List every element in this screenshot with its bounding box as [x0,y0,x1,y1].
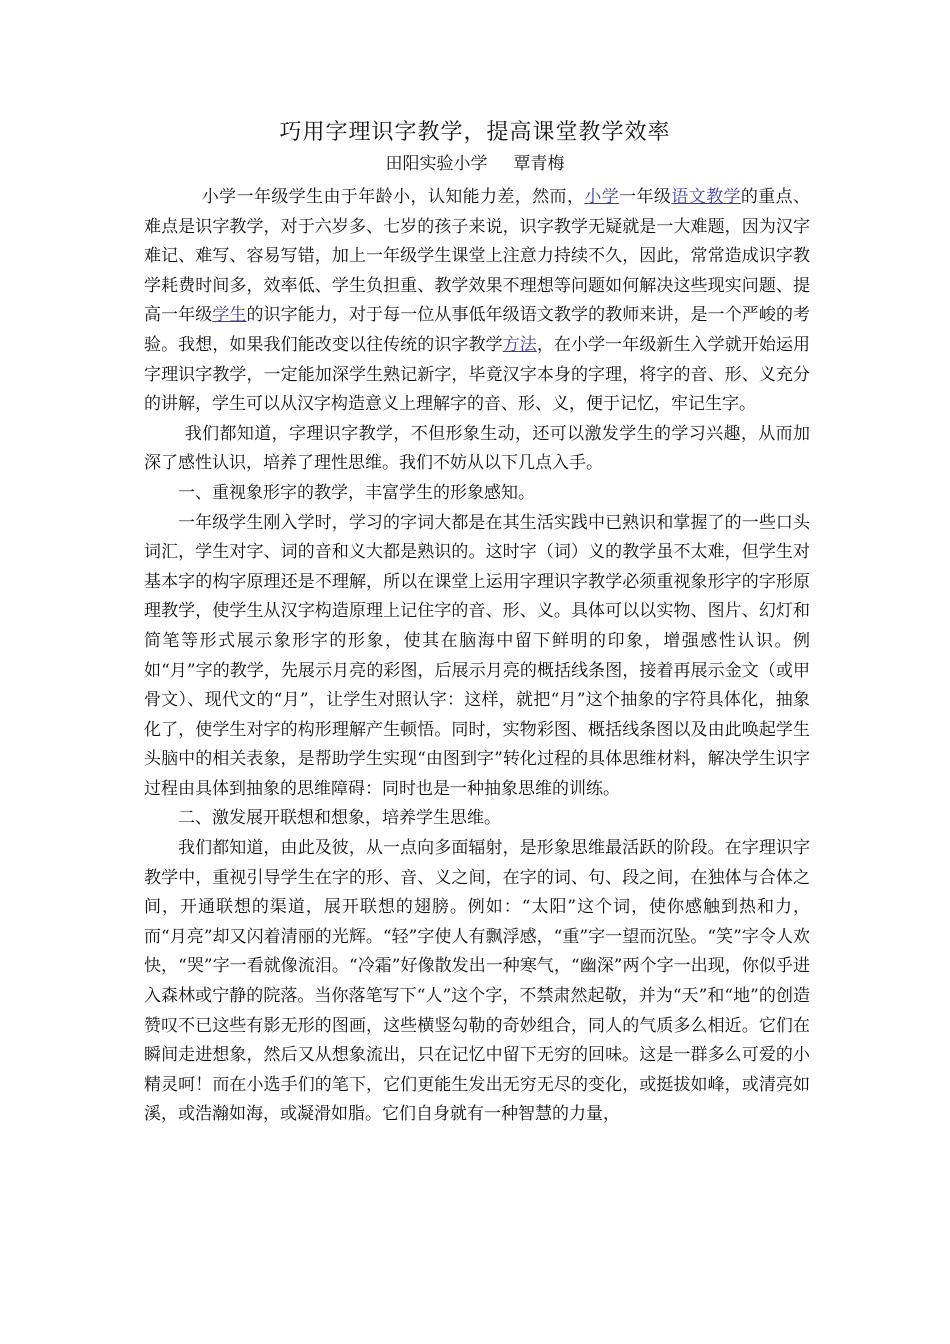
intro-text-a: 小学一年级学生由于年龄小，认知能力差，然而， [201,187,585,207]
page-title: 巧用字理识字教学，提高课堂教学效率 [279,120,671,145]
article-body [144,183,810,1130]
author-line [0,152,950,176]
link-xiaoxue[interactable]: 小学 [584,187,620,207]
paragraph-3: 一年级学生刚入学时，学习的字词大都是在其生活实践中已熟识和掌握了的一些口头词汇，学生对字、词的音和义大都是熟识的。这时字（词）义的教学虽不太难，但学生对基本字的构字原理还是不理解，所以在课堂上运用字理识字教学必须重视象形字的字形原理教学，使学生从汉字构造原理上记住字的音、形、义。具体可以以实物、图片、幻灯和简笔等形式展示象形字的形象，使其在脑海中留下鲜明的印象，增强感性认识。例如“月”字的教学，先展示月亮的彩图，后展示月亮的概括线条图，接着再展示金文（或甲骨文）、现代文的“月”，让学生对照认字：这样，就把“月”这个抽象的字符具体化，抽象化了，使学生对字的构形理解产生顿悟。同时，实物彩图、概括线条图以及由此唤起学生头脑中的相关表象，是帮助学生实现“由图到字”转化过程的具体思维材料，解决学生识字过程由具体到抽象的思维障碍：同时也是一种抽象思维的训练。 [144,512,810,799]
paragraph-4: 我们都知道，由此及彼，从一点向多面辐射，是形象思维最活跃的阶段。在字理识字教学中，重视引导学生在字的形、音、义之间，在字的词、句、段之间，在独体与合体之间，开通联想的渠道，展开联想的翅膀。例如：“太阳”这个词，使你感触到热和力，而“月亮”却又闪着清丽的光辉。“轻”字使人有飘浮感，“重”字一望而沉坠。“笑”字令人欢快，“哭”字一看就像流泪。“冷霜”好像散发出一种寒气，“幽深”两个字一出现，你似乎进入森林或宁静的院落。当你落笔写下“人”这个字，不禁肃然起敬，并为“天”和“地”的创造赞叹不已这些有影无形的图画，这些横竖勾勒的奇妙组合，同人的气质多么相近。它们在瞬间走进想象，然后又从想象流出，只在记忆中留下无穷的回味。这是一群多么可爱的小精灵呵！而在小选手们的笔下，它们更能生发出无穷无尽的变化，或挺拔如峰，或清亮如溪，或浩瀚如海，或凝滑如脂。它们自身就有一种智慧的力量， [144,838,810,1125]
link-fangfa[interactable]: 方法 [502,334,537,355]
intro-text-d: 的识字能力，对于每一位从事低年级语文教学的教师来讲，是一个严峻的考验。我想，如果我们能改变以往传统的识字教学 [144,305,811,355]
link-xuesheng[interactable]: 学生 [212,305,247,326]
intro-text-e: ，在小学一年级新生入学就开始运用字理识字教学，一定能加深学生熟记新字，毕竟汉字本身的字理，将字的音、形、义充分的讲解，学生可以从汉字构造意义上理解字的音、形、义，便于记忆，牢记生字。 [144,334,811,415]
link-yuwen-jiaoxue[interactable]: 语文教学 [671,187,741,207]
section-heading-2: 二、激发展开联想和想象，培养学生思维。 [178,808,501,829]
author-school: 田阳实验小学 [385,154,488,174]
author-name: 覃青梅 [513,154,565,174]
paragraph-intro [144,183,810,420]
intro-text-b: 一年级 [619,187,672,207]
section-heading-1: 一、重视象形字的教学，丰富学生的形象感知。 [178,482,535,503]
paragraph-2: 我们都知道，字理识字教学，不但形象生动，还可以激发学生的学习兴趣，从而加深了感性认识，培养了理性思维。我们不妨从以下几点入手。 [144,423,810,474]
intro-text-c: 的重点、难点是识字教学，对于六岁多、七岁的孩子来说，识字教学无疑就是一大难题，因为汉字难记、难写、容易写错，加上一年级学生课堂上注意力持续不久，因此，常常造成识字教学耗费时间多，效率低、学生负担重、教学效果不理想等问题如何解决这些现实问题、提高一年级 [144,187,811,326]
